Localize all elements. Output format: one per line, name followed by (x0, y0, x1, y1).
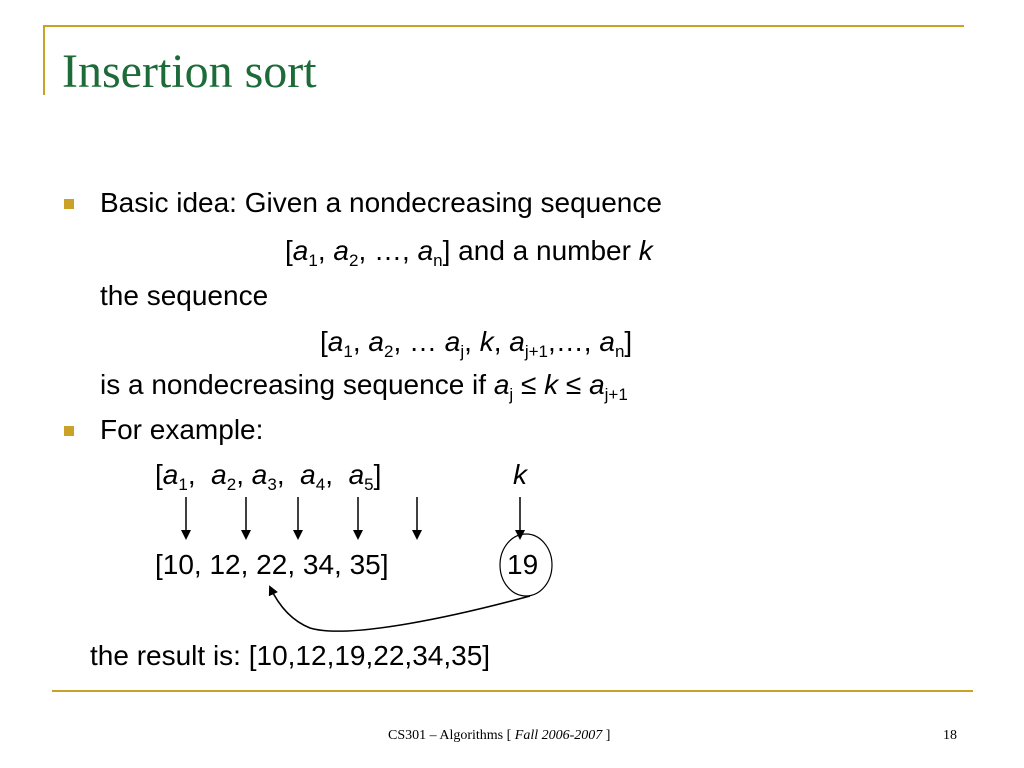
result-line: the result is: [10,12,19,22,34,35] (90, 640, 491, 671)
footer-course: CS301 – Algorithms [ Fall 2006-2007 ] (388, 728, 611, 743)
page-number: 18 (943, 728, 957, 743)
bullet1-line4: [$a_1$, $a_2$, … $a_j$, k, $a_{j+1},\dots$, $a_n$] (320, 326, 633, 361)
example-symbols: [$a_1$, $a_2$, $a_3$, $a_4$, $a_5$] (155, 459, 382, 494)
example-k-value: 19 (507, 549, 539, 580)
bullet1-line3: the sequence (100, 280, 269, 311)
example-values: [10, 12, 22, 34, 35] (155, 549, 389, 580)
bullet1-line2: [$a_1$, $a_2$, …, $a_n$] and a number k (285, 235, 653, 270)
example-k-symbol: k (513, 459, 527, 490)
bullet1-line5: is a nondecreasing sequence if $a_j \le k \le a_{j+1}$ (100, 369, 628, 404)
slide-title: Insertion sort (62, 45, 317, 98)
bullet2-label: For example: (100, 414, 264, 445)
insert-curve-arrow (270, 587, 530, 631)
k-value-circle (500, 534, 552, 596)
bullet1-line1: Basic idea: Given a nondecreasing sequence (100, 187, 662, 218)
